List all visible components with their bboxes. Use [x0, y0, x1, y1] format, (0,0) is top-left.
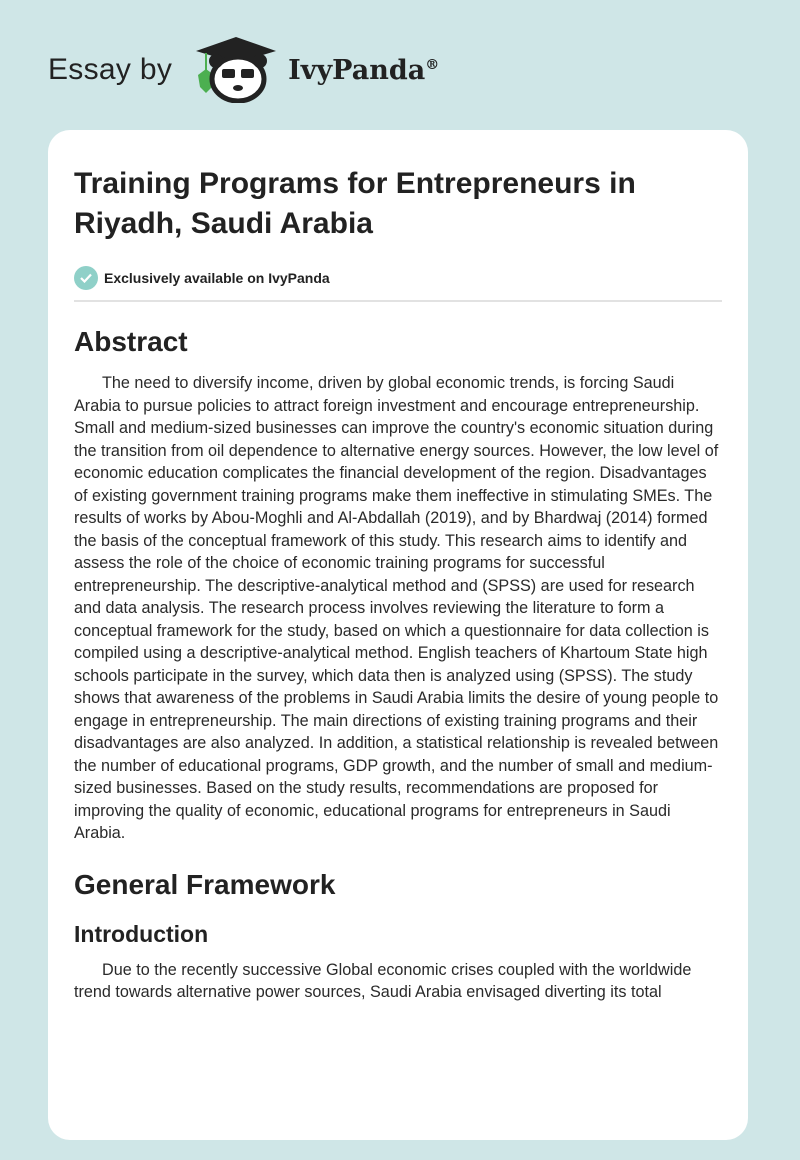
badge-text: Exclusively available on IvyPanda	[104, 270, 330, 286]
subheading-introduction: Introduction	[74, 920, 209, 947]
registered-mark: ®	[425, 56, 440, 73]
abstract-paragraph: The need to diversify income, driven by global economic trends, is forcing Saudi Arabia to pursue policies to attract foreign investment and encourage entrepreneurship. Small and medium-sized businesses can improve the country's economic situation during the transition from oil dependence to alternative energy sources. However, the low level of economic education complicates the financial development of the region. Disadvantages of existing government training programs make them ineffective in stimulating SMEs. The results of works by Abou-Moghli and Al-Abdallah (2019), and by Bhardwaj (2014) formed the basis of the conceptual framework of this study. This research aims to identify and assess the role of the choice of economic training programs for successful entrepreneurship. The descriptive-analytical method and (SPSS) are used for research and data analysis. The research process involves reviewing the literature to form a conceptual framework for the study, based on which a questionnaire for data collection is compiled using a descriptive-analytical method. English teachers of Khartoum State high schools participate in the survey, which data then is analyzed using (SPSS). The study shows that awareness of the problems in Saudi Arabia limits the desire of young people to engage in entrepreneurship. The main directions of existing training programs and their disadvantages are also analyzed. In addition, a statistical relationship is revealed between the number of educational programs, GDP growth, and the number of small and medium-sized businesses. Based on the study results, recommendations are proposed for improving the quality of economic, educational programs for entrepreneurs in Saudi Arabia.	[74, 374, 719, 842]
check-icon	[74, 266, 98, 290]
brand-text: IvyPanda	[288, 54, 426, 86]
article-card	[48, 130, 748, 1140]
site-header	[48, 34, 439, 106]
introduction-paragraph: Due to the recently successive Global economic crises coupled with the worldwide trend towards alternative power sources, Saudi Arabia envisaged diverting its total	[74, 960, 692, 1001]
divider	[74, 300, 722, 302]
section-heading-abstract: Abstract	[74, 326, 188, 357]
brand-name[interactable]	[288, 55, 439, 86]
panda-logo-icon[interactable]	[192, 33, 280, 108]
essay-by-label: Essay by	[48, 53, 173, 86]
section-heading-general-framework: General Framework	[74, 868, 336, 900]
page-title: Training Programs for Entrepreneurs in Riyadh, Saudi Arabia	[74, 167, 636, 240]
exclusive-badge	[74, 266, 722, 290]
